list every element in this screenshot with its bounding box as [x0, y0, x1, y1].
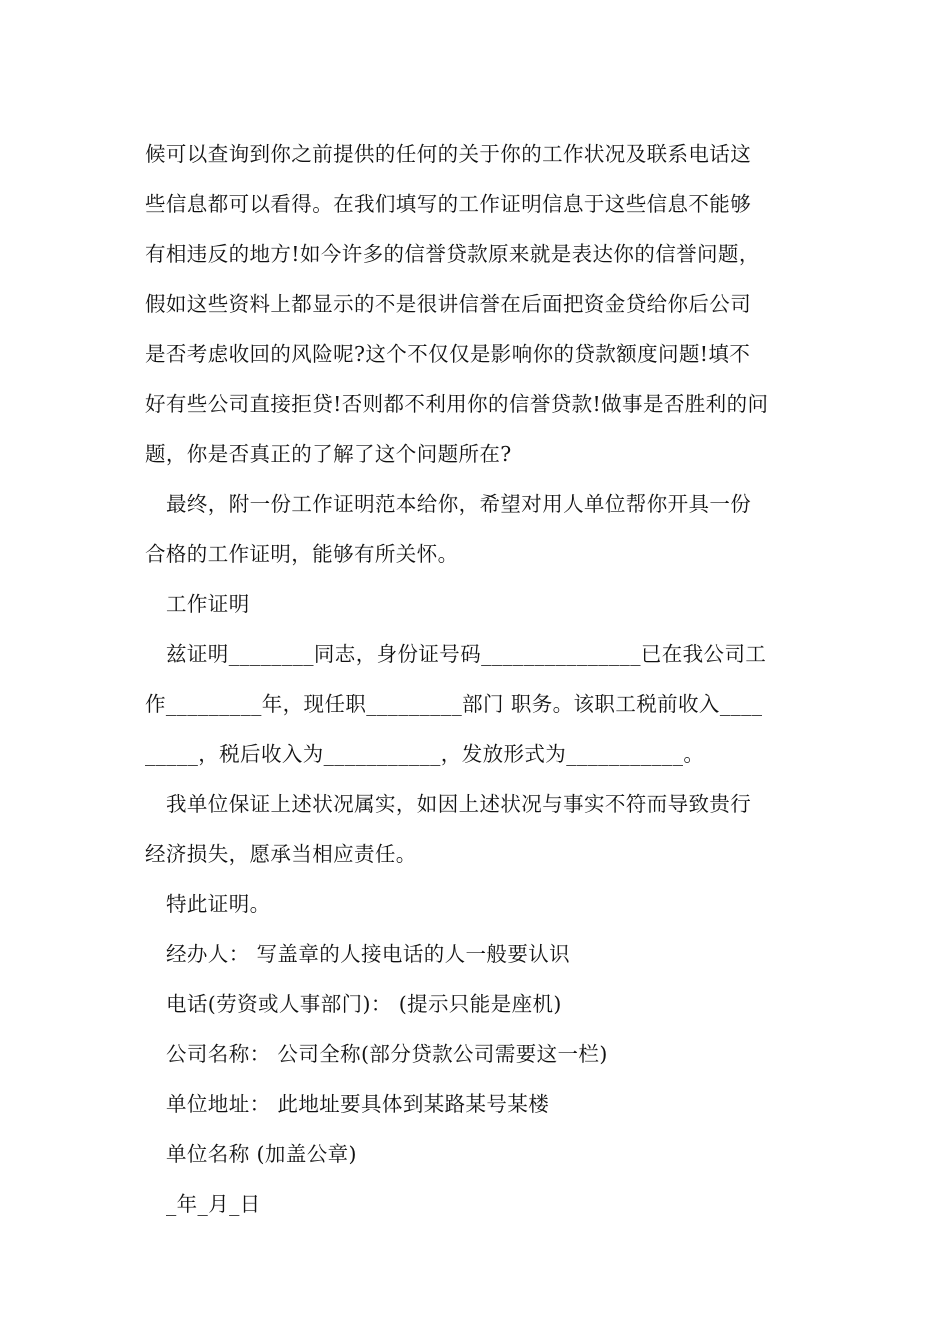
paragraph-line: 假如这些资料上都显示的不是很讲信誉在后面把资金贷给你后公司	[145, 292, 752, 316]
special-note: 特此证明。	[166, 892, 271, 916]
certificate-title: 工作证明	[166, 592, 250, 616]
company-name-line: 公司名称： 公司全称(部分贷款公司需要这一栏)	[166, 1042, 608, 1066]
company-address-line: 单位地址： 此地址要具体到某路某号某楼	[166, 1092, 550, 1116]
guarantee-line: 经济损失，愿承当相应责任。	[145, 842, 417, 866]
paragraph-line: 是否考虑收回的风险呢?这个不仅仅是影响你的贷款额度问题!填不	[145, 342, 751, 366]
handler-line: 经办人： 写盖章的人接电话的人一般要认识	[166, 942, 571, 966]
seal-line: 单位名称 (加盖公章)	[166, 1142, 357, 1166]
paragraph-line: 最终，附一份工作证明范本给你，希望对用人单位帮你开具一份	[166, 492, 752, 516]
guarantee-line: 我单位保证上述状况属实，如因上述状况与事实不符而导致贵行	[166, 792, 752, 816]
paragraph-line: 候可以查询到你之前提供的任何的关于你的工作状况及联系电话这	[145, 142, 752, 166]
date-line: _年_月_日	[166, 1192, 261, 1216]
paragraph-line: 合格的工作证明，能够有所关怀。	[145, 542, 459, 566]
paragraph-line: 有相违反的地方!如今许多的信誉贷款原来就是表达你的信誉问题，	[145, 242, 760, 266]
paragraph-line: 好有些公司直接拒贷!否则都不利用你的信誉贷款!做事是否胜利的问	[145, 392, 769, 416]
paragraph-line: 些信息都可以看得。在我们填写的工作证明信息于这些信息不能够	[145, 192, 752, 216]
certificate-line: _____，税后收入为___________，发放形式为___________。	[145, 742, 705, 766]
phone-line: 电话(劳资或人事部门)： (提示只能是座机)	[166, 992, 562, 1016]
certificate-line: 兹证明________同志，身份证号码_______________已在我公司工	[166, 642, 767, 666]
paragraph-line: 题，你是否真正的了解了这个问题所在?	[145, 442, 512, 466]
certificate-line: 作_________年，现任职_________部门 职务。该职工税前收入____	[145, 692, 763, 716]
